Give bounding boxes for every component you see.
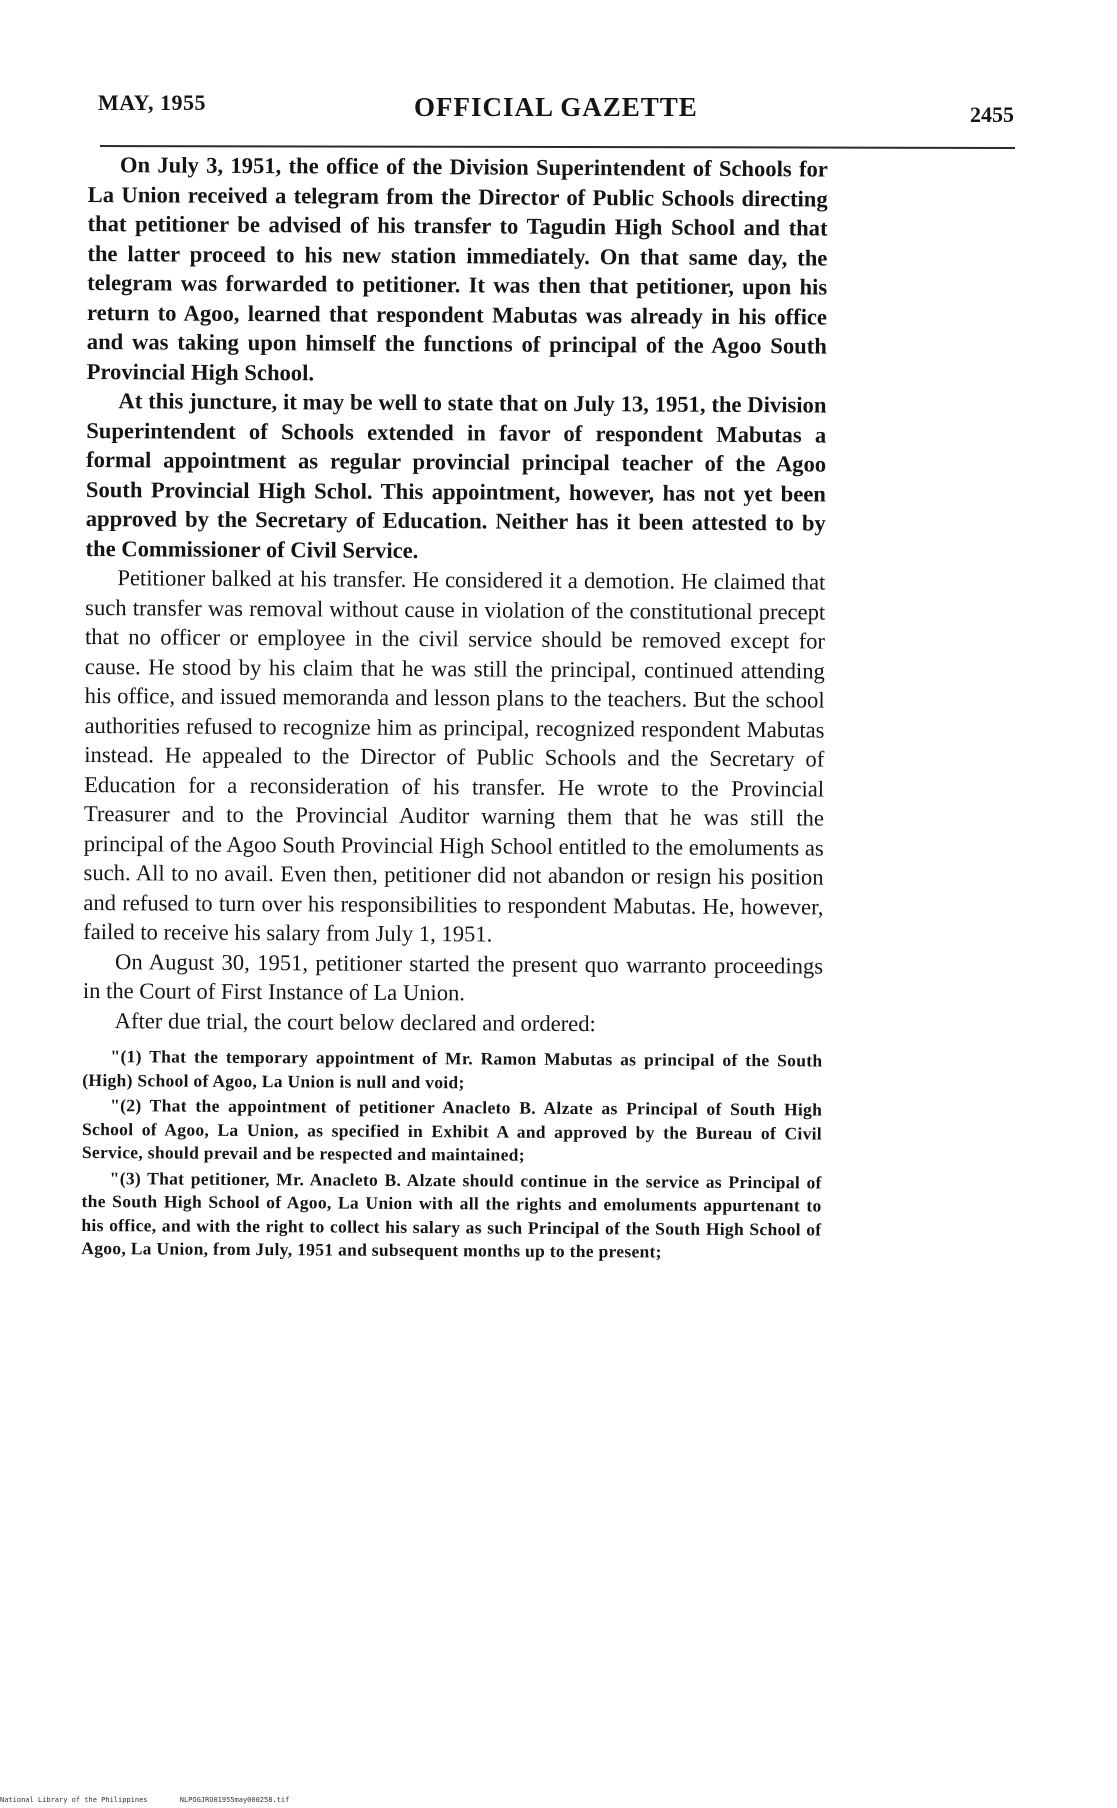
page-number: 2455 xyxy=(970,102,1014,127)
quote-item: "(1) That the temporary appointment of Mr. Ramon Mabutas as principal of the South (High) School of Agoo, La Union is null and void; xyxy=(82,1046,823,1092)
header-rule xyxy=(100,145,1015,149)
paragraph: At this juncture, it may be well to state that on July 13, 1951, the Division Superintendent of Schools extended in favor of respondent Mabutas a formal appointment as regular provincial principal teacher of the Agoo South Provincial High Schol. This appointment, however, has not yet been approved by the Secretary of Education. Neither has it been attested to by the Commissioner of Civil Service. xyxy=(85,388,827,563)
paragraph: After due trial, the court below declared and ordered: xyxy=(114,1007,596,1036)
running-head-title: OFFICIAL GAZETTE xyxy=(414,92,698,122)
paragraph: On July 3, 1951, the office of the Division Superintendent of Schools for La Union received a telegram from the Director of Public Schools directing that petitioner be advised of his transfer to Tagudin High School and that the latter proceed to his new station immediately. On that same day, the telegram was forwarded to petitioner. It was then that petitioner, upon his return to Agoo, learned that respondent Mabutas was already in his office and was taking upon himself the functions of principal of the Agoo South Provincial High School. xyxy=(86,152,828,385)
scan-footer xyxy=(0,1796,317,1804)
footer-file-id: NLPOGJRO01955may000258.tif xyxy=(179,1796,290,1804)
footer-library: National Library of the Philippines xyxy=(0,1796,148,1804)
running-head-date: MAY, 1955 xyxy=(98,90,207,115)
quote-item: "(3) That petitioner, Mr. Anacleto B. Alzate should continue in the service as Principal of the South High School of Agoo, La Union with all the rights and emoluments appurtenant to his office, and with the right to collect his salary as such Principal of the South High School of Agoo, La Union, from July, 1951 and subsequent months up to the present; xyxy=(81,1167,822,1262)
paragraph: On August 30, 1951, petitioner started the present quo warranto proceedings in the Court of First Instance of La Union. xyxy=(82,948,824,1006)
court-order-quote xyxy=(81,1045,822,1265)
paragraph: Petitioner balked at his transfer. He considered it a demotion. He claimed that such transfer was removal without cause in violation of the constitutional precept that no officer or employee in the civil service should be removed except for cause. He stood by his claim that he was still the principal, continued attending his office, and issued memoranda and lesson plans to the teachers. But the school authorities refused to recognize him as principal, recognized respondent Mabutas instead. He appealed to the Director of Public Schools and the Secretary of Education for a reconsideration of his transfer. He wrote to the Provincial Treasurer and to the Provincial Auditor warning them that he was still the principal of the Agoo South Provincial High School entitled to the emoluments as such. All to no avail. Even then, petitioner did not abandon or resign his position and refused to turn over his responsibilities to respondent Mabutas. He, however, failed to receive his salary from July 1, 1951. xyxy=(83,565,826,947)
article-body xyxy=(81,150,828,1267)
quote-item: "(2) That the appointment of petitioner Anacleto B. Alzate as Principal of South High School of Agoo, La Union, as specified in Exhibit A and approved by the Bureau of Civil Service, should prevail and be respected and maintained; xyxy=(81,1095,823,1165)
page-header xyxy=(92,84,1022,144)
